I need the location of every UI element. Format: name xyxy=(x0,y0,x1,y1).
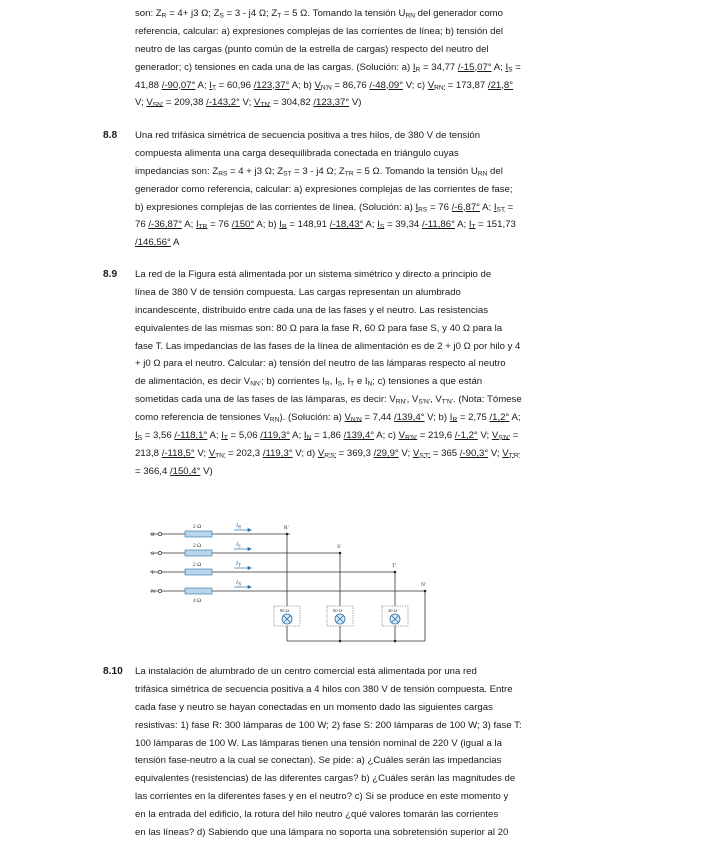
text-line: 41,88 /-90,07° A; $I_T = 60,96$ /123,37° A; b) $V_{N'N} = 86,76$ /-48,09° V; c) $V_{RN'} = 173,87$ /21,8° xyxy=(135,79,514,92)
text-line: son: $Z_R = 4+ j3$ Ω; $Z_S = 3 - j4$ Ω; $Z_T = 5$ Ω. Tomando la tensión $U_{RN}$ del generador como xyxy=(135,8,503,20)
node-label: N' xyxy=(421,582,426,588)
lamp-label: 40 Ω xyxy=(388,608,397,613)
text-line: equivalentes de las mismas son: 80 Ω para la fase R, 60 Ω para fase S, y 40 Ω para la xyxy=(135,322,503,334)
line-label: S xyxy=(151,551,155,557)
text-line: de alimentación, es decir $V_{NN'}$; b) corrientes $I_R$, $I_S$, $I_T$ e $I_N$; c) tensiones a que están xyxy=(135,376,483,388)
text-line: resistivas: 1) fase R: 300 lámparas de 100 W; 2) fase S: 200 lámparas de 100 W; 3) fase T: xyxy=(135,719,522,731)
resistor-label: 2 Ω xyxy=(193,543,202,549)
text-line: V; $V_{SN'} = 209,38$ /-143,2° V; $V_{TN'} = 304,82$ /123,37° V) xyxy=(135,97,362,109)
text-line: = 366,4 /150,4° V) xyxy=(135,465,213,477)
text-line: como referencia de tensiones $V_{RN}$). (Solución: a) $V_{N'N} = 7,44$ /139,4° V; b) $I_R = 2,75$ /1,2° A; xyxy=(135,412,521,424)
text-line: cada fase y neutro se hayan conectadas en un momento dado las siguientes cargas xyxy=(135,701,493,713)
text-line: trifásica simétrica de secuencia positiva a 4 hilos con 380 V de tensión compuesta. Entre xyxy=(135,683,513,695)
node-label: T' xyxy=(392,563,397,569)
node-label: R' xyxy=(284,525,289,531)
text-line: $I_S = 3,56$ /-118,1° A; $I_T = 5,06$ /119,3° A; $I_N = 1,86$ /139,4° A; c) $V_{R'N'} = 219,6$ /-1,2° V; $V_{S'N'}$ = xyxy=(135,430,519,442)
text-line: referencia, calcular: a) expresiones complejas de las corrientes de línea; b) tensión del xyxy=(135,25,503,37)
line-label: T xyxy=(151,570,155,576)
text-line: neutro de las cargas (punto común de la estrella de cargas) respecto del neutro del xyxy=(135,43,489,55)
text-line: tensión fase-neutro a la cual se conectan). Se pide: a) ¿Cuáles serán las impedancias xyxy=(135,755,502,767)
text-line: las corrientes en la diferentes fases y en el neutro? c) Si se produce en este momento y xyxy=(135,791,509,803)
text-line: incandescente, distribuido entre cada una de las fases y el neutro. Las resistencias xyxy=(135,304,489,316)
lamp-label: 80 Ω xyxy=(280,608,289,613)
current-label: $I_R$ xyxy=(236,523,242,531)
resistor-label: 2 Ω xyxy=(193,562,202,568)
text-line: compuesta alimenta una carga desequilibrada conectada en triángulo cuyas xyxy=(135,147,459,159)
text-line: equivalentes (resistencias) de las diferentes cargas? b) ¿Cuáles serán las magnitudes de xyxy=(135,773,516,785)
problem-8-7-continuation xyxy=(135,5,607,112)
problem-number: 8.10 xyxy=(103,666,123,677)
text-line: + j0 Ω para el neutro. Calcular: a) tensión del neutro de las lámparas respecto al neutro xyxy=(135,358,506,370)
line-label: N xyxy=(151,589,155,595)
problem-8-9-text xyxy=(135,266,607,481)
text-line: b) expresiones complejas de las corrientes de línea. (Solución: a) $I_{RS} = 76$ /-6,87° A; $I_{ST}$ = xyxy=(135,201,514,214)
text-line: impedancias son: $Z_{RS} = 4 + j3$ Ω; $Z_{ST} = 3 - j4$ Ω; $Z_{TR} = 5$ Ω. Tomando la tensión $U_{RN}$ del xyxy=(135,165,503,178)
resistor-label: 4 Ω xyxy=(193,598,202,604)
problem-8-10-text xyxy=(135,663,607,842)
text-line: La red de la Figura está alimentada por un sistema simétrico y directo a principio de xyxy=(135,269,492,280)
current-label: $I_S$ xyxy=(236,542,241,550)
current-label: $I_T$ xyxy=(236,561,241,569)
text-line: generador; c) tensiones en cada una de las cargas. (Solución: a) $I_R = 34,77$ /-15,07° A; $I_S$ = xyxy=(135,61,521,74)
resistor-label: 2 Ω xyxy=(193,524,202,530)
problem-8-8-text xyxy=(135,127,607,252)
text-line: en la entrada del edificio, la rotura del hilo neutro ¿qué valores tomarán las corrientes xyxy=(135,809,499,821)
problem-number: 8.9 xyxy=(103,269,118,280)
text-line: 76 /-36,87° A; $I_{TR} = 76$ /150° A; b) $I_R = 148,91$ /-18,43° A; $I_S = 39,34$ /-11,86° A; $I_T = 151,73$ xyxy=(135,219,516,231)
line-label: R xyxy=(151,532,155,538)
text-line: /146,56° A xyxy=(135,237,180,249)
text-line: 213,8 /-118,5° V; $V_{TN'} = 202,3$ /119,3° V; d) $V_{R'S'} = 369,3$ /29,9° V; $V_{S'T'} = 365$ /-90,3° V; $V_{T'R'}$ xyxy=(135,447,520,460)
node-label: S' xyxy=(337,544,342,550)
text-line: en las líneas? d) Sabiendo que una lámpara no soporta una sobretensión superior al 20 xyxy=(135,827,509,839)
current-label: $I_N$ xyxy=(236,580,242,588)
problem-number: 8.8 xyxy=(103,130,118,141)
text-line: La instalación de alumbrado de un centro comercial está alimentada por una red xyxy=(135,666,477,677)
circuit-figure xyxy=(150,516,440,646)
text-line: sometidas cada una de las fases de las lámparas, es decir: $V_{RN'}$, $V_{S'N'}$, $V_{T'N'}$. (Nota: Tómese xyxy=(135,394,522,406)
text-line: línea de 380 V de tensión compuesta. Las cargas representan un alumbrado xyxy=(135,286,461,298)
text-line: generador como referencia, calcular: a) expresiones complejas de las corrientes de fase; xyxy=(135,183,513,195)
text-line: Una red trifásica simétrica de secuencia positiva a tres hilos, de 380 V de tensión xyxy=(135,130,481,141)
text-line: 100 lámparas de 100 W. Las lámparas tienen una tensión nominal de 220 V (igual a la xyxy=(135,737,502,749)
text-line: fase T. Las impedancias de las fases de la línea de alimentación es de 2 + j0 Ω por hilo y 4 xyxy=(135,340,521,352)
lamp-label: 60 Ω xyxy=(333,608,342,613)
